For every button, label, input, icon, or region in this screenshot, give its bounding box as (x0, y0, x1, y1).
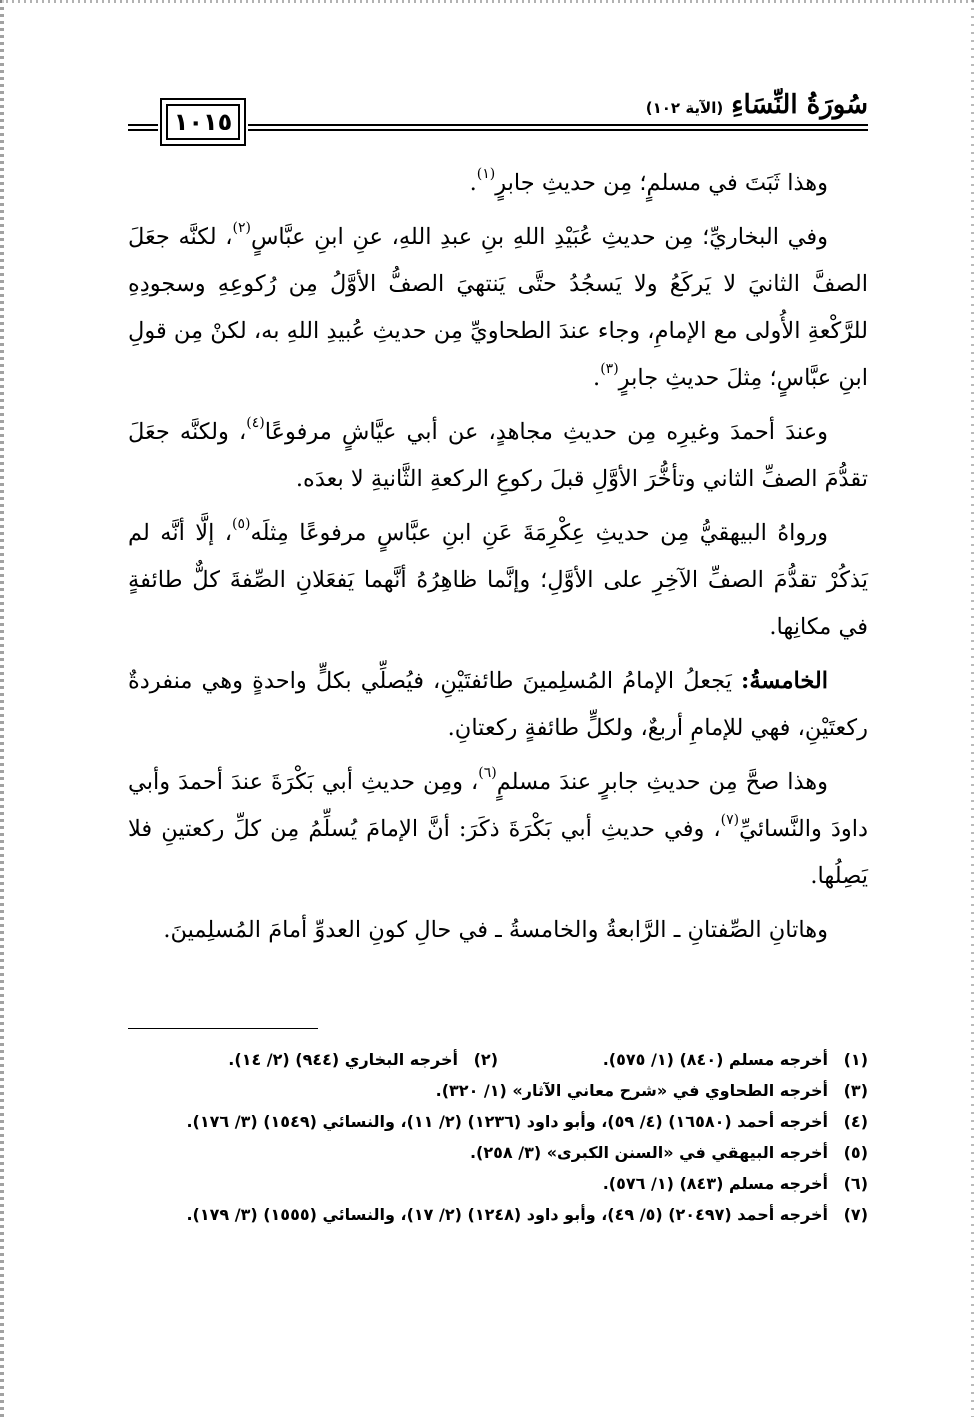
paragraph-1: وهذا ثَبَتَ في مسلمٍ؛ مِن حديثِ جابرٍ$^{(١)}$. (469, 166, 828, 196)
footnote-3: (٣) أخرجه الطحاوي في «شرح معاني الآثار» (١/ ٣٢٠). (435, 1081, 868, 1100)
footnote-ref-5[interactable]: (٥) (232, 516, 251, 532)
footnote-2: (٢) أخرجه البخاري (٩٤٤) (٢/ ١٤). (228, 1050, 498, 1069)
footnote-5: (٥) أخرجه البيهقي في «السنن الكبرى» (٣/ ٢٥٨). (469, 1143, 868, 1162)
paragraph-5: الخامسةُ: يَجعلُ الإمامُ المُسلِمينَ طائفتَيْنِ، فيُصلِّي بكلٍّ واحدةٍ وهي منفردةٌ ركعتَيْنِ، فهي للإمامِ أربعٌ، ولكلٍّ طائفةٍ ركعتانِ. (128, 668, 868, 741)
footnote-ref-1[interactable]: (١) (476, 166, 496, 182)
header-rule-left (128, 124, 158, 131)
paragraph-4: ورواهُ البيهقيُّ مِن حديثِ عِكْرِمَةَ عَنِ ابنِ عبَّاسٍ مرفوعًا مِثلَه$^{(٥)}$، إلَّا أنَّه لم يَذكُرْ تقدُّمَ الصفِّ الآخِرِ على الأوَّلِ؛ وإنَّما ظاهِرُهُ أنَّهما يَفعَلانِ الصِّفةَ كلٌّ طائفةٍ في مكانِها. (128, 516, 868, 640)
main-text (128, 160, 868, 954)
footnote-6: (٦) أخرجه مسلم (٨٤٣) (١/ ٥٧٦). (602, 1174, 868, 1193)
page-number: ١٠١٥ (166, 104, 240, 140)
paragraph-6: وهذا صحَّ مِن حديثِ جابرٍ عندَ مسلمٍ$^{(٦)}$، ومِن حديثِ أبي بَكْرَةَ عندَ أحمدَ وأبي داودَ والنَّسائيِّ$^{(٧)}$، وفي حديثِ أبي بَكْرَةَ ذكَرَ: أنَّ الإمامَ يُسلِّمُ مِن كلِّ ركعتينِ فلا يَصِلُها. (128, 765, 868, 889)
header-rule-right (248, 124, 868, 131)
footnote-1: (١) أخرجه مسلم (٨٤٠) (١/ ٥٧٥). (602, 1050, 868, 1069)
paragraph-2: وفي البخاريِّ؛ مِن حديثِ عُبَيْدِ اللهِ بنِ عبدِ اللهِ، عنِ ابنِ عبَّاسٍ$^{(٢)}$، لكنَّه جعَلَ الصفَّ الثانيَ لا يَركَعُ ولا يَسجُدُ حتَّى يَنتهيَ الصفُّ الأوَّلُ مِن رُكوعِهِ وسجودِهِ للرَّكْعةِ الأُولى مع الإمامِ، وجاء عندَ الطحاويِّ مِن حديثِ عُبيدِ اللهِ به، لكنْ مِن قولِ ابنِ عبَّاسٍ؛ مِثلَ حديثِ جابرٍ$^{(٣)}$. (128, 220, 868, 391)
scan-edge-top (0, 0, 974, 3)
page-number-box (160, 98, 246, 146)
section-heading-fifth: الخامسةُ: (741, 668, 828, 694)
footnote-ref-6[interactable]: (٦) (478, 765, 497, 781)
paragraph-3: وعندَ أحمدَ وغيرِه مِن حديثِ مجاهدٍ، عن أبي عيَّاشٍ مرفوعًا$^{(٤)}$، ولكنَّه جعَلَ تقدُّمَ الصفِّ الثاني وتأخُّرَ الأوَّلِ قبلَ ركوعِ الركعةِ الثَّانيةِ لا بعدَه. (128, 415, 868, 492)
footnote-4: (٤) أخرجه أحمد (١٦٥٨٠) (٤/ ٥٩)، وأبو داود (١٢٣٦) (٢/ ١١)، والنسائي (١٥٤٩) (٣/ ١٧٦). (186, 1112, 868, 1131)
footnotes (128, 1046, 868, 1232)
scan-edge-left (0, 0, 4, 1417)
surah-title (636, 90, 868, 120)
footnote-ref-3[interactable]: (٣) (600, 361, 619, 377)
footnote-7: (٧) أخرجه أحمد (٢٠٤٩٧) (٥/ ٤٩)، وأبو داود (١٢٤٨) (٢/ ١٧)، والنسائي (١٥٥٥) (٣/ ١٧٩). (186, 1205, 868, 1224)
footnote-separator (128, 1028, 318, 1029)
page-header (128, 90, 868, 150)
surah-name: سُورَةُ النِّسَاءِ (731, 90, 868, 120)
paragraph-7: وهاتانِ الصِّفتانِ ـ الرَّابعةُ والخامسةُ ـ في حالِ كونِ العدوِّ أمامَ المُسلِمينَ. (163, 917, 828, 943)
footnote-ref-2[interactable]: (٢) (232, 220, 251, 236)
footnote-row-1-2 (128, 1046, 868, 1073)
verse-reference: (الآية ١٠٢) (645, 99, 724, 117)
footnote-ref-4[interactable]: (٤) (246, 415, 265, 431)
footnote-ref-7[interactable]: (٧) (720, 812, 740, 828)
